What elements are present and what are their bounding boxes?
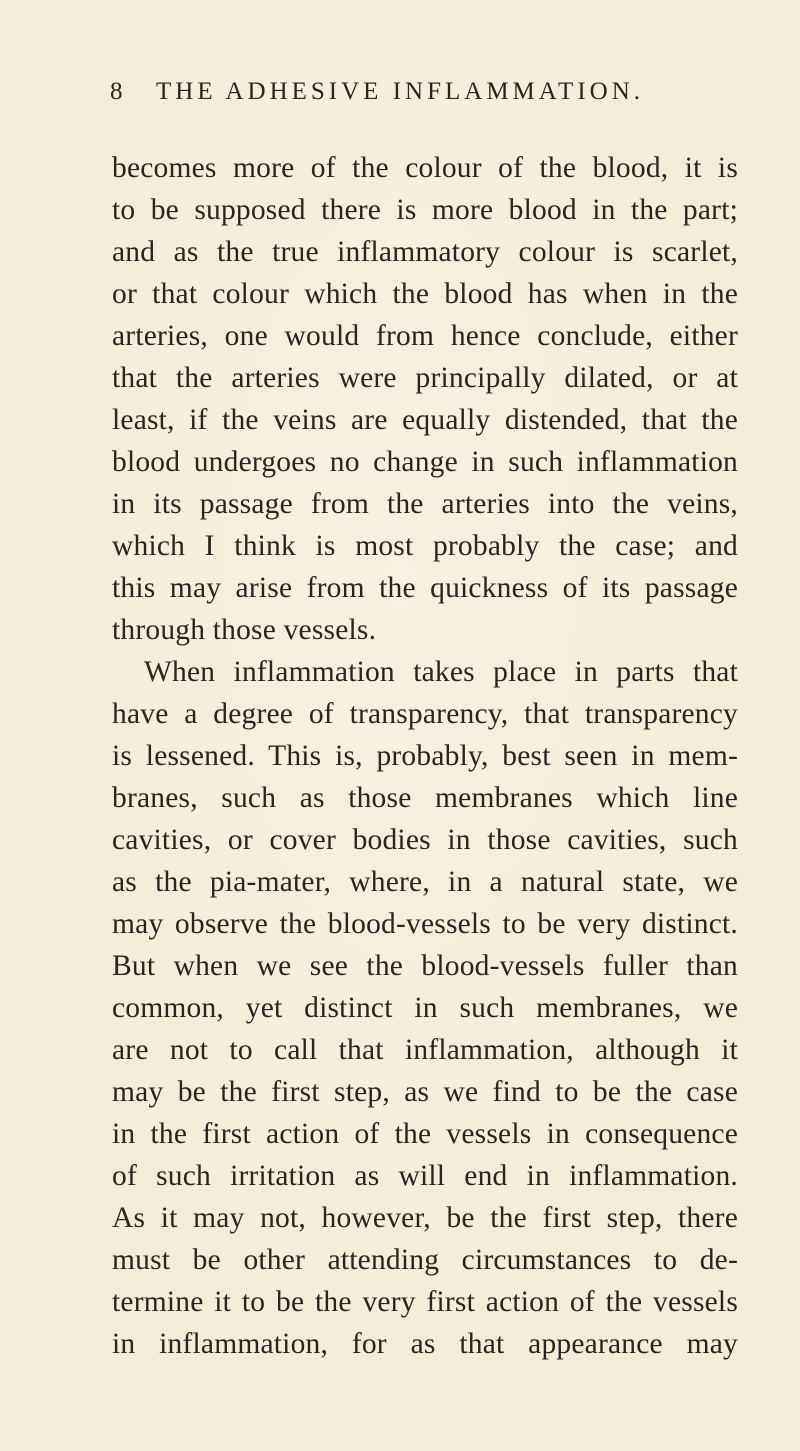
text-line: becomes more of the colour of the blood, it is xyxy=(112,152,738,184)
text-line: is lessened. This is, probably, best seen in mem- xyxy=(112,740,738,772)
text-line: or that colour which the blood has when in the xyxy=(112,278,738,310)
text-line: have a degree of transparency, that transparency xyxy=(112,698,738,730)
text-line: As it may not, however, be the first step, there xyxy=(112,1202,738,1234)
text-line: may observe the blood-vessels to be very distinct. xyxy=(112,908,738,940)
text-line: cavities, or cover bodies in those cavities, such xyxy=(112,824,738,856)
text-line: of such irritation as will end in inflammation. xyxy=(112,1160,738,1192)
text-line: and as the true inflammatory colour is scarlet, xyxy=(112,236,738,268)
text-line: to be supposed there is more blood in the part; xyxy=(112,194,738,226)
text-line: common, yet distinct in such membranes, we xyxy=(112,992,738,1024)
text-line: that the arteries were principally dilated, or at xyxy=(112,362,738,394)
text-line: But when we see the blood-vessels fuller than xyxy=(112,950,738,982)
text-line: termine it to be the very first action of the vessels xyxy=(112,1286,738,1318)
body-text xyxy=(112,147,738,1365)
text-line: in its passage from the arteries into the veins, xyxy=(112,488,738,520)
text-line: are not to call that inflammation, although it xyxy=(112,1034,738,1066)
text-line: which I think is most probably the case; and xyxy=(112,530,738,562)
text-line: in the first action of the vessels in consequence xyxy=(112,1118,738,1150)
text-line: arteries, one would from hence conclude, either xyxy=(112,320,738,352)
text-line: must be other attending circumstances to de- xyxy=(112,1244,738,1276)
paragraph-start-line: When inflammation takes place in parts that xyxy=(144,656,738,688)
text-line: may be the first step, as we find to be the case xyxy=(112,1076,738,1108)
running-head xyxy=(110,78,720,114)
running-head-title: THE ADHESIVE INFLAMMATION. xyxy=(156,78,645,105)
page-number: 8 xyxy=(110,78,127,105)
text-line: this may arise from the quickness of its passage xyxy=(112,572,738,604)
text-line: least, if the veins are equally distended, that the xyxy=(112,404,738,436)
text-line: as the pia-mater, where, in a natural state, we xyxy=(112,866,738,898)
text-line: branes, such as those membranes which line xyxy=(112,782,738,814)
text-line: in inflammation, for as that appearance may xyxy=(112,1328,738,1360)
text-line: through those vessels. xyxy=(112,614,377,646)
text-line: blood undergoes no change in such inflammation xyxy=(112,446,738,478)
